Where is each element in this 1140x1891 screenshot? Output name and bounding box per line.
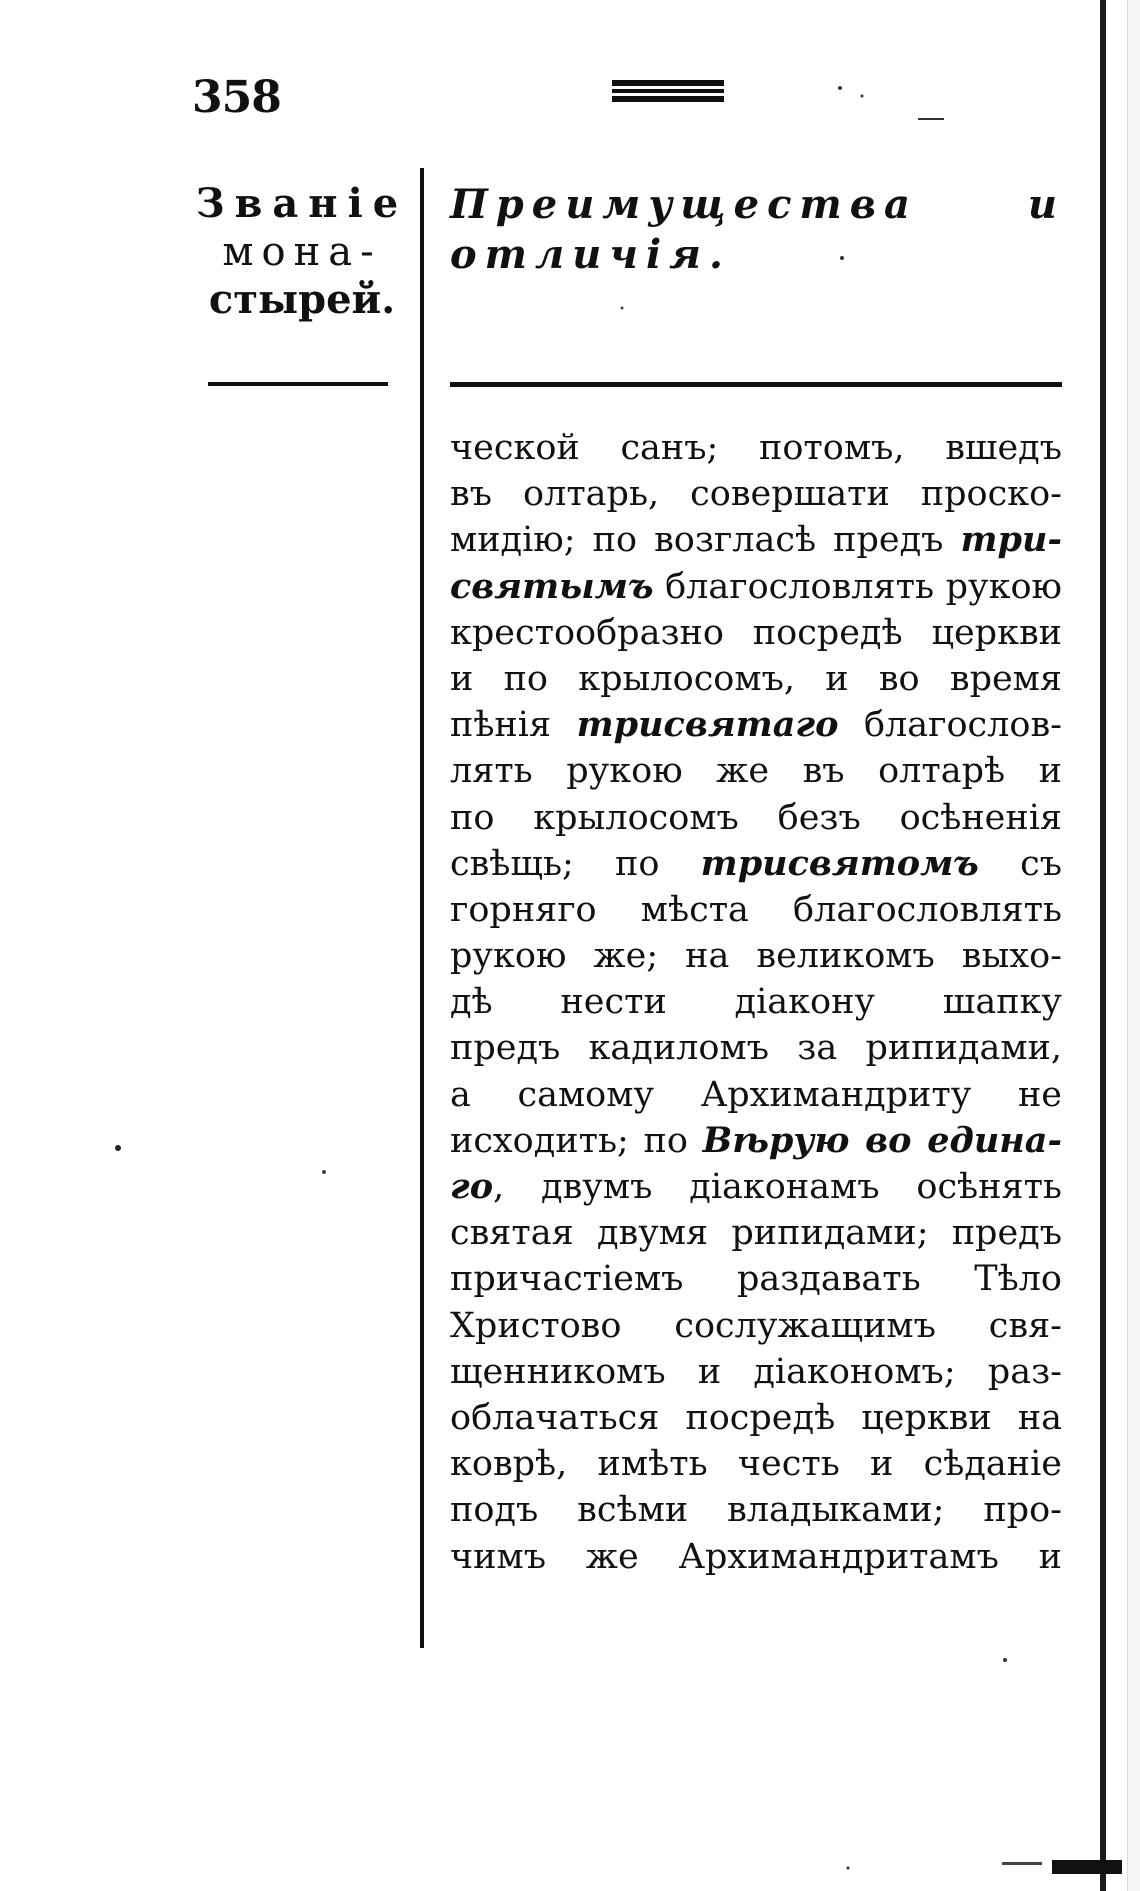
left-heading-line: стырей. <box>208 276 396 323</box>
text-segment: съ <box>978 843 1062 884</box>
text-segment: горняго мѣста благословлять <box>450 889 1062 930</box>
text-line <box>450 841 1062 887</box>
text-segment: благословлять рукою <box>653 566 1062 607</box>
text-segment: мидію; по возгласѣ предъ <box>450 520 961 561</box>
text-segment: Христово сослужащимъ свя- <box>450 1305 1062 1346</box>
ornament-bar <box>612 80 724 86</box>
left-heading-rule <box>208 382 388 386</box>
italic-text: три- <box>960 519 1062 561</box>
text-line <box>450 1441 1062 1487</box>
text-segment: дѣ нести діакону шапку <box>450 982 1062 1023</box>
text-line <box>450 1256 1062 1302</box>
text-line <box>450 517 1062 563</box>
text-line <box>450 425 1062 471</box>
text-segment: ческой санъ; потомъ, вшедъ <box>450 428 1062 468</box>
text-line <box>450 1072 1062 1118</box>
text-segment: по крылосомъ безъ осѣненія <box>450 797 1062 838</box>
text-segment: , двумъ діаконамъ осѣнять <box>493 1167 1062 1207</box>
right-column-heading <box>450 180 1065 280</box>
text-segment: въ олтарь, совершати проско- <box>450 474 1062 515</box>
text-segment: и по крылосомъ, и во время <box>450 658 1062 699</box>
text-line <box>450 1487 1062 1533</box>
text-line <box>450 1349 1062 1395</box>
text-line <box>450 1395 1062 1441</box>
italic-text: Вѣрую во едина- <box>702 1119 1062 1161</box>
text-line <box>450 702 1062 748</box>
text-line <box>450 887 1062 933</box>
text-line <box>450 564 1062 610</box>
text-segment: святая двумя рипидами; предъ <box>450 1213 1062 1254</box>
text-line <box>450 933 1062 979</box>
text-segment: благослов- <box>838 705 1062 746</box>
text-line <box>450 610 1062 656</box>
text-line <box>450 1210 1062 1256</box>
text-segment: свѣщь; по <box>450 843 701 884</box>
text-segment: крестообразно посредѣ церкви <box>450 612 1062 653</box>
right-heading-rule <box>450 382 1062 387</box>
italic-text: го <box>450 1166 494 1207</box>
italic-text: святымъ <box>450 565 654 607</box>
left-heading-line: мона- <box>222 229 382 275</box>
text-segment: рукою же; на великомъ выхо- <box>450 936 1062 977</box>
binding-edge <box>1100 0 1106 1891</box>
ornament-bar <box>612 96 724 102</box>
column-divider <box>420 168 424 1648</box>
left-heading-line: Званіе <box>195 180 409 227</box>
text-segment: пѣнія <box>450 705 577 746</box>
text-line <box>450 748 1062 794</box>
text-line <box>450 1303 1062 1349</box>
page-edge <box>1127 0 1140 1891</box>
text-segment: лять рукою же въ олтарѣ и <box>450 751 1062 792</box>
ornament-bar <box>612 89 724 93</box>
text-segment: предъ кадиломъ за рипидами, <box>450 1028 1062 1069</box>
text-segment: коврѣ, имѣть честь и сѣданіе <box>450 1444 1062 1485</box>
left-column-heading <box>192 180 412 324</box>
text-line <box>450 1164 1062 1210</box>
text-segment: причастіемъ раздавать Тѣло <box>450 1259 1062 1300</box>
right-heading-line: Преимущества и <box>450 181 1065 228</box>
text-segment: облачаться посредѣ церкви на <box>450 1397 1062 1438</box>
text-segment: исходить; по <box>450 1120 703 1161</box>
text-line <box>450 471 1062 517</box>
italic-text: трисвятаго <box>576 704 839 746</box>
text-segment: чимъ же Архимандритамъ и <box>450 1536 1062 1577</box>
text-line <box>450 1025 1062 1071</box>
footer-ink-mark <box>1052 1860 1122 1874</box>
text-line <box>450 656 1062 702</box>
italic-text: трисвятомъ <box>700 842 979 884</box>
text-line <box>450 979 1062 1025</box>
text-line <box>450 1118 1062 1164</box>
body-text <box>450 425 1062 1580</box>
right-heading-line: отличія. <box>450 231 731 278</box>
text-segment: щенникомъ и діакономъ; раз- <box>450 1351 1062 1392</box>
text-line <box>450 1534 1062 1580</box>
head-ornament <box>612 80 724 102</box>
text-segment: подъ всѣми владыками; про- <box>450 1490 1062 1531</box>
text-segment: а самому Архимандриту не <box>450 1074 1062 1115</box>
page-number: 358 <box>192 72 281 123</box>
text-line <box>450 795 1062 841</box>
